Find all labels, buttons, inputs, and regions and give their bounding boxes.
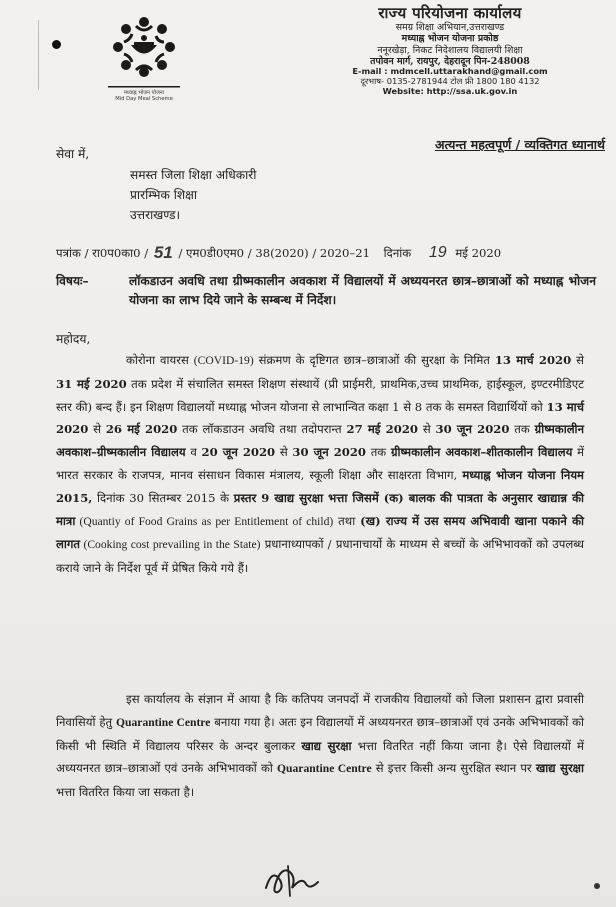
p2-emphasis: Quarantine Centre [116,715,211,729]
p1-text: में भारत सरकार के राजपत्र, मानव संसाधन विकास मंत्रालय, स्कूली शिक्षा और साक्षरता विभाग, [56,445,585,482]
punch-hole [594,883,600,889]
addressee-line-3: उत्तराखण्ड। [130,208,181,222]
p2-emphasis: Quarantine Centre [277,762,372,776]
reference-line [56,242,596,262]
p1-text: तक [509,422,535,437]
p2-emphasis: खाद्य सुरक्षा [535,761,584,776]
date-label: दिनांक [383,246,412,260]
p1-text: संक्रमण के दृष्टिगत छात्र–छात्राओं की सुरक्षा के निमित [253,353,495,367]
p1-emphasis: प्रस्तर 9 खाद्य सुरक्षा भत्ता जिसमें (क) बालक की पात्रता के अनुसार खाद्यान्न की मात्रा [56,490,584,528]
p1-date: 26 मई 2020 [105,422,178,437]
body-paragraph-2 [56,688,584,804]
salutation: महोदय, [56,332,91,346]
p1-date: 30 जून 2020 [435,422,510,437]
reference-prefix: पत्रांक / रा0प0का0 / [56,246,149,260]
office-line-3: ननूरखेड़ा, निकट निदेशालय विद्यालयी शिक्षा [377,44,523,56]
p2-text: भत्ता वितरित नहीं किया जाना है। ऐसे विद्यालयों में अध्ययनरत छात्र–छात्राओं एवं उनके अभिभावकों को [56,738,584,776]
paper-crease [38,20,39,90]
p1-text: से [417,422,436,437]
body-paragraph-1 [56,349,584,580]
urgency-note: अत्यन्त महत्वपूर्ण / व्यक्तिगत ध्यानार्थ [435,137,605,152]
date-month-year: मई 2020 [455,246,502,260]
logo-caption-english: Mid Day Meal Scheme [115,96,173,102]
addressee-line-1: समस्त जिला शिक्षा अधिकारी [130,168,257,182]
p1-emphasis: (ख) राज्य में उस समय अभिवावी खाना पकाने की लागत [56,513,584,552]
p1-date: 20 जून 2020 [201,445,276,460]
p1-text: कोरोना वायरस [126,353,194,367]
p1-text: (Cooking cost prevailing in the State) [80,538,261,552]
p1-text: तक [365,445,391,460]
p1-emphasis: ग्रीष्मकालीन अवकाश–शीतकालीन विद्यालय [390,445,573,460]
p1-text: (COVID-19) [193,354,254,367]
office-line-1: समग्र शिक्षा अभियान,उत्तराखण्ड [395,22,505,33]
p1-date: 13 मार्च 2020 [494,353,572,367]
p1-text: व [185,445,202,460]
logo-caption-hindi: मध्याह्न भोजन योजना [123,90,165,96]
p1-text: तक लॉकडाउन अवधि तथा तदोपरान्त [177,422,347,437]
addressee-label: सेवा में, [56,147,90,161]
office-website: Website: http://ssa.uk.gov.in [382,86,518,97]
letterhead [300,4,600,97]
office-email: E-mail : mdmcell.uttarakhand@gmail.com [352,66,548,77]
addressee-line-2: प्रारम्भिक शिक्षा [130,188,198,202]
p1-date: 27 मई 2020 [346,422,418,437]
p1-text: (Quantiy of Food Grains as per Entitlement of child) [75,514,334,528]
p1-text: से [88,422,106,437]
office-line-2: मध्याह्न भोजन योजना प्रकोष्ठ [401,33,499,45]
p1-text: तक प्रदेश में संचालित समस्त शिक्षण संस्थायें (प्री प्राईमरी, प्राथमिक,उच्च प्राथमिक, हाईस्कूल, इण्टरमीडिएट स्तर की) बन्द हैं। इन शिक्षण विद्यालयों मध्याह्न भोजन योजना से लाभान्वित कक्षा 1 से 8 तक के समस्त विद्यार्थियों को [56,376,584,414]
subject-text: लॉकडाउन अवधि तथा ग्रीष्मकालीन अवकाश में विद्यालयों में अध्ययनरत छात्र–छात्राओं को मध्याह्न भोजन योजना का लाभ दिये जाने के सम्बन्ध में निर्देश। [129,274,596,307]
p2-emphasis: खाद्य सुरक्षा [301,738,352,753]
punch-hole [52,40,61,49]
p1-emphasis: ग्रीष्मकालीन अवकाश–ग्रीष्मकालीन विद्यालय [56,422,584,460]
office-title: राज्य परियोजना कार्यालय [378,4,522,22]
p1-text: प्रधानाध्यापकों / प्रधानाचार्यो के माध्यम से बच्चों के अभिभावकों को उपलब्ध कराये जाने के निर्देश पूर्व में प्रेषित किये गये हैं। [56,537,584,576]
reference-handwritten-number: 51 [153,243,173,262]
handwritten-signature [262,858,322,902]
p1-date: 13 मार्च 2020 [56,399,584,437]
p2-text: बनाया गया है। अतः इन विद्यालयों में अध्ययनरत छात्र–छात्राओं एवं उनके अभिभावकों को किसी भी स्थिति में विद्यालय परिसर के अन्दर बुलाकर [56,714,585,753]
office-line-4: तपोवन मार्ग, रायपुर, देहरादून पिन-248008 [370,55,530,67]
p1-date: 31 मई 2020 [56,376,127,391]
p1-text: से [571,353,584,367]
date-handwritten-day: 19 [428,244,447,261]
reference-code: / एम0डी0एम0 / 38(2020) / 2020–21 [178,246,370,260]
logo-caption [98,90,190,102]
office-phone: दूरभाष- 0135-2781944 टोल फ्री 1800 180 4132 [360,76,540,87]
p1-emphasis: मध्याह्न भोजन योजना नियम 2015, [56,467,584,505]
p2-text: से इत्तर किसी अन्य सुरक्षित स्थान पर [371,761,536,776]
p1-text: तथा [333,513,361,528]
subject-label: विषयः– [56,274,89,288]
p1-date: 30 जून 2020 [292,445,366,460]
p1-text: से [275,445,293,460]
p1-text: दिनांक 30 सितम्बर 2015 के [92,490,234,505]
p2-text: इस कार्यालय के संज्ञान में आया है कि कतिपय जनपदों में राजकीय विद्यालयों को जिला प्रशासन द्वारा प्रवासी निवासियों हेतु [56,692,584,729]
p2-text: भत्ता वितरित किया जा सकता है। [56,785,195,800]
